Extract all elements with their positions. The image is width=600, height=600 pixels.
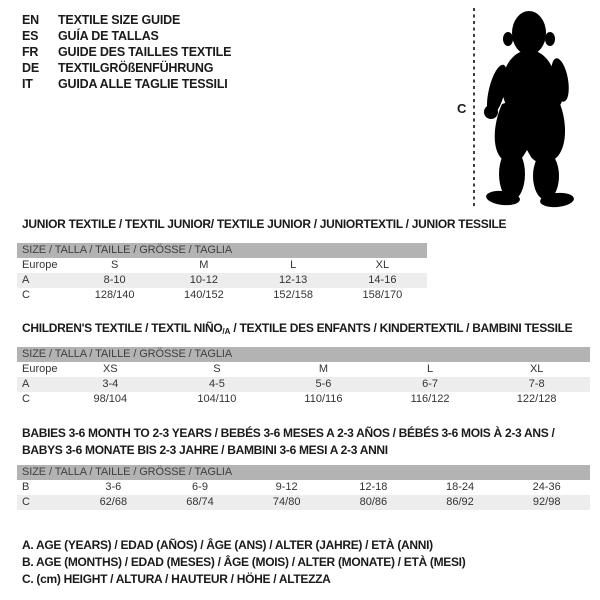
language-row: [22, 28, 231, 44]
children-size-table: [17, 347, 590, 407]
legend-note-c: C. (cm) HEIGHT / ALTURA / HAUTEUR / HÖHE / ALTEZZA: [22, 572, 331, 586]
age-cell: 7-8: [528, 378, 545, 390]
size-cell: M: [199, 259, 209, 271]
height-cell: 110/116: [304, 393, 343, 405]
children-table-title: [22, 321, 572, 336]
age-cell: 3-4: [102, 378, 119, 390]
children-title-subscript: /A: [222, 327, 231, 336]
row-label: C: [22, 393, 30, 405]
table-row-months: [17, 480, 590, 495]
row-label: A: [22, 378, 30, 390]
row-label: A: [22, 274, 30, 286]
language-row: [22, 44, 231, 60]
height-cell: 122/128: [516, 393, 557, 405]
row-label: C: [22, 496, 30, 508]
junior-table-title: JUNIOR TEXTILE / TEXTIL JUNIOR/ TEXTILE JUNIOR / JUNIORTEXTIL / JUNIOR TESSILE: [22, 217, 507, 231]
height-cell: 92/98: [532, 496, 561, 508]
months-cell: 3-6: [105, 481, 122, 493]
age-cell: 4-5: [208, 378, 225, 390]
age-cell: 14-16: [368, 274, 397, 286]
babies-table-title-line1: BABIES 3-6 MONTH TO 2-3 YEARS / BEBÉS 3-6 MESES A 2-3 AÑOS / BÉBÉS 3-6 MOIS À 2-3 ANS /: [22, 426, 555, 440]
babies-size-table: [17, 465, 590, 510]
height-measure-label: C: [457, 101, 467, 116]
legend-notes: [22, 537, 465, 588]
row-label: B: [22, 481, 30, 493]
legend-note-a: A. AGE (YEARS) / EDAD (AÑOS) / ÂGE (ANS) / ALTER (JAHRE) / ETÀ (ANNI): [22, 538, 433, 552]
guide-title: TEXTILE SIZE GUIDE: [58, 13, 181, 27]
children-title-pre: CHILDREN'S TEXTILE / TEXTIL NIÑO: [22, 321, 223, 335]
table-row-age: [17, 273, 427, 288]
language-code: EN: [22, 13, 39, 27]
age-cell: 8-10: [103, 274, 126, 286]
table-row-height: [17, 495, 590, 510]
height-cell: 80/86: [359, 496, 388, 508]
size-header-bar: SIZE / TALLA / TAILLE / GRÖSSE / TAGLIA: [17, 243, 427, 258]
size-cell: L: [290, 259, 297, 271]
language-row: [22, 76, 231, 92]
language-code: FR: [22, 45, 39, 59]
size-cell: XL: [375, 259, 390, 271]
table-row-europe: [17, 362, 590, 377]
size-cell: M: [318, 363, 329, 375]
months-cell: 18-24: [445, 481, 475, 493]
height-cell: 116/122: [410, 393, 450, 405]
baby-silhouette-icon: [478, 8, 580, 210]
size-cell: L: [427, 363, 434, 375]
row-label: Europe: [22, 259, 58, 271]
guide-title: GUIDA ALLE TAGLIE TESSILI: [58, 77, 228, 91]
size-cell: XS: [102, 363, 118, 375]
size-cell: XL: [529, 363, 544, 375]
language-code: DE: [22, 61, 39, 75]
height-cell: 98/104: [93, 393, 128, 405]
months-cell: 6-9: [192, 481, 208, 493]
babies-table-title-line2: BABYS 3-6 MONATE BIS 2-3 JAHRE / BAMBINI 3-6 MESI A 2-3 ANNI: [22, 443, 388, 457]
months-cell: 12-18: [359, 481, 388, 493]
months-cell: 24-36: [532, 481, 561, 493]
guide-title: GUÍA DE TALLAS: [58, 29, 159, 43]
language-code: IT: [22, 77, 33, 91]
height-cell: 62/68: [99, 496, 128, 508]
age-cell: 12-13: [279, 274, 308, 286]
table-row-age: [17, 377, 590, 392]
language-row: [22, 12, 231, 28]
language-row: [22, 60, 231, 76]
height-measure-line: [472, 8, 476, 208]
height-cell: 104/110: [197, 393, 237, 405]
row-label: C: [22, 289, 30, 301]
language-code: ES: [22, 29, 39, 43]
children-title-post: / TEXTILE DES ENFANTS / KINDERTEXTIL / BAMBINI TESSILE: [230, 321, 573, 335]
table-row-height: [17, 288, 427, 303]
age-cell: 10-12: [189, 274, 218, 286]
height-cell: 158/170: [362, 289, 403, 301]
legend-note-b: B. AGE (MONTHS) / EDAD (MESES) / ÂGE (MOIS) / ALTER (MONATE) / ETÀ (MESI): [22, 555, 466, 569]
size-cell: S: [110, 259, 119, 271]
language-list: [22, 12, 231, 92]
size-header-bar: SIZE / TALLA / TAILLE / GRÖSSE / TAGLIA: [17, 347, 590, 362]
height-cell: 74/80: [272, 496, 301, 508]
guide-title: GUIDE DES TAILLES TEXTILE: [58, 45, 232, 59]
height-cell: 128/140: [94, 289, 135, 301]
row-label: Europe: [22, 363, 58, 375]
size-cell: S: [213, 363, 221, 375]
junior-size-table: [17, 243, 427, 303]
age-cell: 6-7: [422, 378, 439, 390]
height-cell: 68/74: [186, 496, 214, 508]
age-cell: 5-6: [315, 378, 332, 390]
height-cell: 140/152: [183, 289, 224, 301]
table-row-europe: [17, 258, 427, 273]
height-cell: 152/158: [273, 289, 313, 301]
size-header-bar: SIZE / TALLA / TAILLE / GRÖSSE / TAGLIA: [17, 465, 590, 480]
height-cell: 86/92: [446, 496, 474, 508]
table-row-height: [17, 392, 590, 407]
months-cell: 9-12: [275, 481, 298, 493]
guide-title: TEXTILGRÖßENFÜHRUNG: [58, 61, 214, 75]
